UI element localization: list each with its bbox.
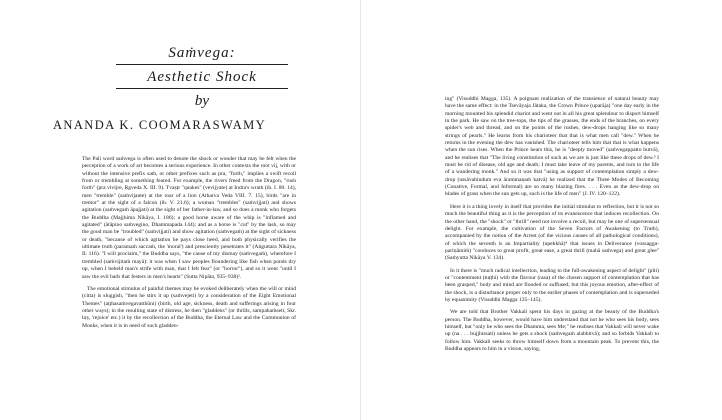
paragraph: In it there is "much radical intellection, leading to the full-awakening aspect of delight" (pīti) or "contentment (tuṭṭhi) with the flavour (rasa) of the chosen support of contemplation that has been grasped," body and mind are flooded or suffused; but this joyous emotion, after-effect of the shock, is a disturbance proper only to the earlier phases of contemplation and is superseded by equanimity (Visuddhi Magga 135–145).: [445, 267, 659, 303]
article-title: [112, 44, 292, 111]
paragraph: Here it is a thing lovely in itself that provides the initial stimulus to reflection, but it is not so much the beautiful thing as it is the perception of its evanescence that induces recollection. On the other hand, the "shock" or "thrill" need not involve a recoil, but may be one of supersensual delight. For example, the cultivation of the Seven Factors of Awakening (to Truth), accompanied by the notion of the Arrest (of the vicious causes of all pathological conditions), of which the seventh is an Impartiality (upekkhā)⁴ that issues in Deliverance (vossagga-pariṇāmiṁ) "conduces to great profit, great ease, a great thrill (mahā saṁvega) and great glee" (Saṁyutta Nikāya V. 134).: [445, 203, 659, 262]
paragraph: The Pali word saṁvega is often used to denote the shock or wonder that may be felt when the perception of a work of art becomes a serious experience. In other contexts the root vij, with or without the intensive prefix saṁ, or other prefixes such as pra, "forth," implies a swift recoil from or trembling at something feared. For example, the rivers freed from the Dragon, "rush forth" (pra vivijre, Ṛgveda X. III. 9). Tvaṣṭr "quakes" (vevijyate) at Indra's wrath (ib. I. 80. 14), men "tremble" (saṁvijante) at the roar of a lion (Atharva Veda VIII. 7. 15), birds "are in tremor" at the sight of a falcon (ib. V. 21.6); a woman "trembles" (saṁvijjati) and shows agitation (saṁvegaṁ āpajjati) at the sight of her father-in-law, and so does a monk who forgets the Buddha (Majjhima Nikāya, I. 186); a good horse aware of the whip is "inflamed and agitated" (ātāpino saṁvegino, Dhammapada 144); and as a horse is "cut" by the lash, so may the good man be "troubled" (saṁvijjati) and show agitation (saṁvegaṁ) at the sight of sickness or death, "because of which agitation he pays close heed, and both physically verifies the ultimate truth (paramaṁ saccaṁ, the 'moral') and presciently penetrates it" (Aṅguttara Nikāya, II. 116). "I will proclaim," the Buddha says, "the cause of my dismay (saṁvegaṁ), wherefore I trembled (saṁvijitaṁ mayā): it was when I saw peoples floundering like fish when ponds dry up, when I beheld man's strife with man, that I felt fear" (or "horror"), and so it went "until I saw the evil barb that festers in men's hearts" (Sutta Nipāta, 935–938)².: [82, 156, 296, 280]
title-rule: [116, 88, 288, 89]
left-body-text: [82, 156, 296, 335]
paragraph: The emotional stimulus of painful themes may be evoked deliberately when the will or mind (citta) is sluggish, "then he stirs it up (saṁvejeti) by a consideration of the Eight Emotional Themes" (aṭṭhasaṁvegavatthūni) (birth, old age, sickness, death and sufferings arising in four other ways); in the resulting state of distress, he then "gladdens" (or thrills, sampahaṁseti, Skr. hṛṣ, 'rejoice' etc.) it by the recollection of the Buddha, the Eternal Law and the Communion of Monks, when it is in need of such gladden-: [82, 285, 296, 329]
title-rule: [116, 64, 288, 65]
right-body-text: [445, 96, 659, 358]
paragraph: ing" (Visuddhi Magga, 135). A poignant realization of the transience of natural beauty may have the same effect: in the Tsevāyaja Jātaka, the Crown Prince (uparāja) "one day early in the morning mounted his splendid chariot and went out in all his great splendour to disport himself in the park. He saw on the tree-tops, the tips of the grasses, the ends of the branches, on every spider's web and thread, and on the points of the rushes, dew-drops hanging like so many strings of pearls." He learns from his charioteer that that is what men call "dew." When he returns in the evening the dew has vanished. The charioteer tells him that that is what happens when the sun rises. When the Prince hears this, he is "deeply moved" (saṁvegappatto hutvā), and he realises that "The living constitution of such as we are is just like these drops of dew.³ I must be rid of disease, old age and death; I must take leave of my parents, and turn to the life of a wandering monk." And so it was that "using as support of contemplation simply a dew-drop (ussāvabindum eva ārammaṇaṁ katvā) he realized that the Three Modes of Becoming (Conative, Formal, and Informal) are so many blazing fires. . . . Even as the dew-drop on blades of grass when the sun gets up, such is the life of men" (J. IV. 120–122).: [445, 96, 659, 198]
right-page: [361, 0, 722, 420]
title-line-2: Aesthetic Shock: [147, 69, 257, 85]
paragraph: We are told that Brother Vakkali spent his days in gazing at the beauty of the Buddha's person. The Buddha, however, would have him understand that not he who sees his body, sees himself, but "only he who sees the Dhamma, sees Me;" he realises that Vakkali will never wake up (na . . . bujjhissati) unless he gets a shock (saṁvegaṁ alabhitvā); and so forbids Vakkali to follow him. Vakkali seeks to throw himself down from a mountain peak. To prevent this, the Buddha appears to him in a vision, saying,: [445, 309, 659, 352]
title-line-1: Saṁvega:: [168, 45, 236, 61]
author-name: ANANDA K. COOMARASWAMY: [53, 118, 267, 132]
title-by: by: [194, 93, 210, 109]
